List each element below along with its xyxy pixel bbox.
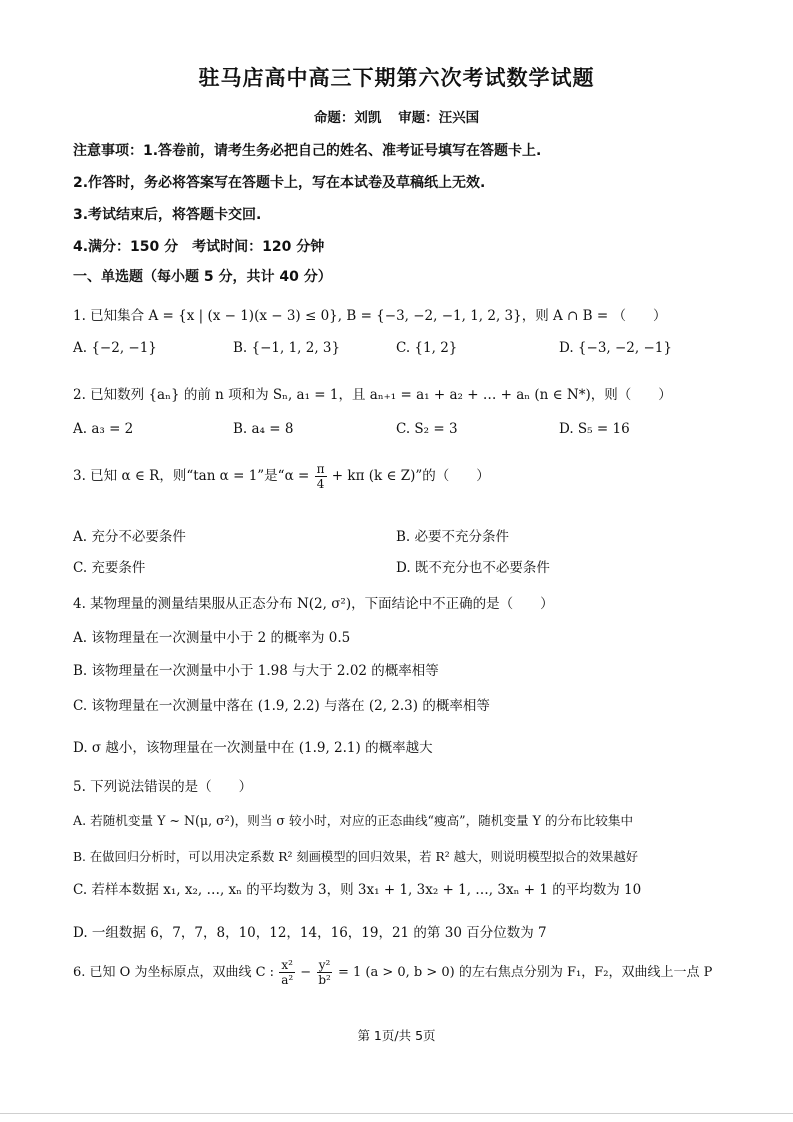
q6-stem-post: = 1 (a > 0, b > 0) 的左右焦点分别为 F₁，F₂，双曲线上一点 P — [333, 965, 713, 980]
q6-fraction-y — [316, 958, 333, 987]
section-heading: 一、单选题（每小题 5 分，共计 40 分） — [73, 269, 332, 285]
reviewer: 审题：汪兴国 — [398, 110, 480, 126]
q2-option-b: B. a₄ = 8 — [233, 421, 294, 437]
q2-option-c: C. S₂ = 3 — [396, 421, 458, 437]
q1-option-a: A. {−2, −1} — [73, 340, 157, 356]
q3-frac-den: 4 — [316, 477, 325, 491]
q5-option-b: B. 在做回归分析时，可以用决定系数 R² 刻画模型的回归效果，若 R² 越大，则说明模型拟合的效果越好 — [73, 850, 639, 864]
q6-frac2-num: y² — [318, 958, 331, 972]
q6-fraction-x — [279, 958, 295, 987]
q3-fraction — [315, 462, 327, 491]
q3-stem-pre: 3. 已知 α ∈ R，则“tan α = 1”是“α = — [73, 468, 314, 484]
q6-stem — [73, 958, 712, 987]
q1-option-c: C. {1, 2} — [396, 340, 458, 356]
q5-option-d: D. 一组数据 6，7，7，8，10，12，14，16，19，21 的第 30 百分位数为 7 — [73, 925, 547, 941]
q1-option-b: B. {−1, 1, 2, 3} — [233, 340, 341, 356]
q3-option-d: D. 既不充分也不必要条件 — [396, 560, 550, 576]
note-2: 2.作答时，务必将答案写在答题卡上，写在本试卷及草稿纸上无效. — [73, 175, 486, 191]
q4-stem: 4. 某物理量的测量结果服从正态分布 N(2, σ²)，下面结论中不正确的是（ ） — [73, 596, 554, 612]
note-3: 3.考试结束后，将答题卡交回. — [73, 207, 262, 223]
q3-option-c: C. 充要条件 — [73, 560, 146, 576]
q3-option-b: B. 必要不充分条件 — [396, 529, 510, 545]
q2-stem: 2. 已知数列 {aₙ} 的前 n 项和为 Sₙ, a₁ = 1，且 aₙ₊₁ = a₁ + a₂ + … + aₙ (n ∈ N*)，则（ ） — [73, 387, 672, 403]
q2-option-a: A. a₃ = 2 — [73, 421, 134, 437]
q3-stem — [73, 462, 490, 491]
q5-option-c: C. 若样本数据 x₁, x₂, …, xₙ 的平均数为 3，则 3x₁ + 1, 3x₂ + 1, …, 3xₙ + 1 的平均数为 10 — [73, 882, 642, 898]
q5-option-a: A. 若随机变量 Y ~ N(μ, σ²)，则当 σ 较小时，对应的正态曲线“瘦高”，随机变量 Y 的分布比较集中 — [73, 813, 634, 828]
page-footer: 第 1页/共 5页 — [357, 1028, 436, 1043]
proposer: 命题：刘凯 — [313, 110, 382, 126]
q6-frac1-num: x² — [281, 958, 293, 972]
q6-frac1-den: a² — [281, 973, 294, 987]
q5-stem: 5. 下列说法错误的是（ ） — [73, 779, 253, 795]
q6-minus: − — [296, 965, 316, 980]
q6-stem-pre: 6. 已知 O 为坐标原点，双曲线 C : — [73, 965, 279, 980]
page-title: 驻马店高中高三下期第六次考试数学试题 — [198, 66, 595, 90]
q3-frac-num: π — [316, 462, 325, 476]
q4-option-c: C. 该物理量在一次测量中落在 (1.9, 2.2) 与落在 (2, 2.3) 的概率相等 — [73, 698, 490, 714]
authors-line — [0, 106, 793, 126]
q4-option-a: A. 该物理量在一次测量中小于 2 的概率为 0.5 — [73, 630, 351, 646]
q3-stem-post: + kπ (k ∈ Z)”的（ ） — [327, 468, 490, 484]
note-4: 4.满分：150 分 考试时间：120 分钟 — [73, 239, 325, 255]
q4-option-d: D. σ 越小，该物理量在一次测量中在 (1.9, 2.1) 的概率越大 — [73, 740, 433, 756]
q6-frac2-den: b² — [318, 973, 331, 987]
q1-option-d: D. {−3, −2, −1} — [559, 340, 672, 356]
note-1: 注意事项：1.答卷前，请考生务必把自己的姓名、准考证号填写在答题卡上. — [73, 143, 542, 159]
q4-option-b: B. 该物理量在一次测量中小于 1.98 与大于 2.02 的概率相等 — [73, 663, 439, 679]
q2-option-d: D. S₅ = 16 — [559, 421, 630, 437]
bottom-divider — [0, 1113, 793, 1114]
q3-option-a: A. 充分不必要条件 — [73, 529, 186, 545]
q1-stem: 1. 已知集合 A = {x | (x − 1)(x − 3) ≤ 0}, B = {−3, −2, −1, 1, 2, 3}，则 A ∩ B = （ ） — [73, 308, 667, 324]
